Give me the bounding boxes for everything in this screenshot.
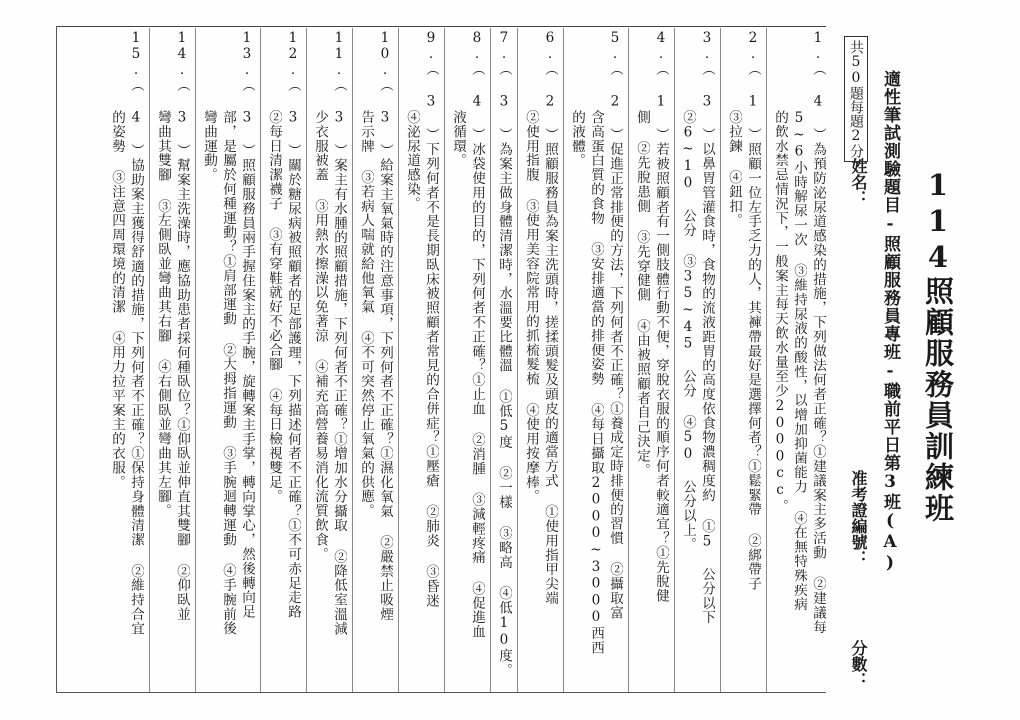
answer-key: （ 1 ） — [653, 62, 669, 143]
question-number: 13. — [239, 30, 255, 78]
question-line — [653, 30, 669, 603]
question-text: ②6~10 公分 ③35~45 公分 ④50 公分以上。 — [680, 110, 696, 552]
question-number: 3. — [699, 30, 715, 62]
question-line — [745, 30, 761, 591]
question-number: 11. — [331, 30, 347, 78]
exam-number-label: 准考證編號： — [849, 470, 868, 566]
answer-key: （ 3 ） — [377, 78, 393, 159]
question-text: 部，是屬於何種運動？①肩部運動 ②大拇指運動 ③手腕迴轉運動 ④手腕前後 — [220, 110, 236, 636]
bottom-rule — [56, 692, 826, 693]
answer-key: （ 1 ） — [745, 62, 761, 143]
question-divider — [260, 28, 261, 692]
question-number: 15. — [128, 30, 144, 78]
answer-key: （ 4 ） — [810, 62, 826, 143]
question-number: 9. — [423, 30, 439, 62]
question-text: 關於糖尿病被照顧者的足部護理，下列描述何者不正確？①不可赤足走路 — [285, 158, 301, 620]
question-line — [404, 110, 420, 211]
question-text: 彎曲其雙腳 ③左側臥並彎曲其右腳 ④右側臥並彎曲其左腳。 — [155, 110, 171, 518]
question-text: 照顧服務員為案主洗頭時，搓揉頭髮及頭皮的適當方式 ①使用指甲尖端 — [542, 142, 558, 606]
question-text: 含高蛋白質的食物 ③安排適當的排便姿勢 ④每日攝取2000~3000西西 — [588, 110, 604, 655]
question-text: ②使用指腹 ③使用美容院常用的抓梳髮梳 ④使用按摩棒。 — [523, 110, 539, 504]
question-divider — [444, 28, 445, 692]
question-line — [772, 110, 788, 513]
question-divider — [490, 28, 491, 692]
question-line — [377, 30, 393, 621]
question-line — [588, 110, 604, 655]
question-text: 協助案主獲得舒適的措施，下列何者不正確？①保持身體清潔 ②維持合宜 — [128, 158, 144, 636]
question-line — [155, 110, 171, 518]
question-divider — [517, 28, 518, 692]
answer-key: （ 2 ） — [542, 62, 558, 143]
question-divider — [306, 28, 307, 692]
question-number: 14. — [174, 30, 190, 78]
question-count-label: 共50題每題2分 — [844, 36, 868, 162]
answer-key: （ 3 ） — [285, 78, 301, 159]
question-number: 2. — [745, 30, 761, 62]
question-line — [331, 30, 347, 636]
question-text: 彎曲運動。 — [201, 110, 217, 182]
question-line — [680, 110, 696, 552]
question-line — [220, 110, 236, 636]
exam-subtitle: 適性筆試測驗題目-照顧服務員專班-職前平日第3班(A) — [880, 70, 900, 574]
question-number: 6. — [542, 30, 558, 62]
question-line — [726, 110, 742, 228]
question-line — [810, 30, 826, 634]
question-divider — [766, 28, 767, 692]
question-divider — [195, 28, 196, 692]
question-text: 下列何者不是長期臥床被照顧者常見的合併症？①壓瘡 ②肺炎 ③昏迷 — [423, 142, 439, 608]
question-text: ③拉鍊 ④鈕扣。 — [726, 110, 742, 228]
question-text: 的液體。 — [569, 110, 585, 168]
answer-key: （ 3 ） — [423, 62, 439, 143]
question-line — [569, 110, 585, 168]
answer-key: （ 2 ） — [607, 62, 623, 143]
question-text: ②每日清潔襪子 ③有穿鞋就好不必合腳 ④每日檢視雙足。 — [266, 110, 282, 504]
question-line — [239, 30, 255, 619]
question-line — [285, 30, 301, 619]
score-label: 分數： — [849, 640, 868, 688]
answer-key: （ 3 ） — [496, 62, 512, 143]
question-line — [699, 30, 715, 625]
question-divider — [720, 28, 721, 692]
question-text: 為預防泌尿道感染的措施，下列做法何者正確？①建議案主多活動 ②建議每 — [810, 142, 826, 635]
question-line — [128, 30, 144, 636]
question-text: 案主有水腫的照顧措施，下列何者不正確？①增加水分攝取 ②降低室溫減 — [331, 158, 347, 636]
question-text: 的姿勢 ③注意四周環境的清潔 ④用力拉平案主的衣服。 — [109, 110, 125, 490]
question-line — [791, 110, 807, 612]
question-line — [174, 30, 190, 621]
question-text: 為案主做身體清潔時，水溫要比體溫 ①低5度 ②一樣 ③略高 ④低10度。 — [496, 142, 512, 678]
question-text: ④泌尿道感染。 — [404, 110, 420, 211]
page-title: 114照顧服務員訓練班 — [921, 168, 955, 524]
answer-key: （ 3 ） — [174, 78, 190, 159]
question-line — [496, 30, 512, 677]
question-text: 的飲水禁忌情況下，一般案主每天飲水量至少2000cc。 — [772, 110, 788, 514]
question-divider — [628, 28, 629, 692]
question-text: 液循環。 — [450, 110, 466, 168]
question-number: 8. — [469, 30, 485, 62]
question-text: 少衣服被蓋 ③用熱水擦澡以免著涼 ④補充高營養易消化流質飲食。 — [312, 110, 328, 562]
answer-key: （ 4 ） — [469, 62, 485, 143]
question-text: 以鼻胃管灌食時，食物的流液距胃的高度依食物濃稠度約 ①5 公分以下 — [699, 142, 715, 625]
answer-key: （ 4 ） — [128, 78, 144, 159]
question-number: 7. — [496, 30, 512, 62]
question-divider — [352, 28, 353, 692]
question-line — [542, 30, 558, 605]
name-label: 姓名： — [849, 158, 868, 206]
question-line — [523, 110, 539, 504]
question-text: 若被照顧者有一側肢體行動不便，穿脫衣服的順序何者較適宜？①先脫健 — [653, 142, 669, 604]
question-text: 側 ②先脫患側 ③先穿健側 ④由被照顧者自己決定。 — [634, 110, 650, 478]
question-line — [450, 110, 466, 168]
question-text: 照顧一位左手乏力的人，其褲帶最好是選擇何者？①鬆緊帶 ②綁帶子 — [745, 142, 761, 592]
question-line — [469, 30, 485, 639]
question-text: 幫案主洗澡時，應協助患者採何種臥位？①仰臥並伸直其雙腳 ②仰臥並 — [174, 158, 190, 622]
question-divider — [398, 28, 399, 692]
question-number: 12. — [285, 30, 301, 78]
question-line — [201, 110, 217, 182]
question-text: 告示牌 ③若病人喘就給他氧氣 ④不可突然停止氧氣的供應。 — [358, 110, 374, 518]
question-line — [312, 110, 328, 561]
question-line — [607, 30, 623, 620]
question-text: 給案主氧氣時的注意事項，下列何者不正確？①濕化氧氣 ②嚴禁止吸煙 — [377, 158, 393, 622]
question-divider — [149, 28, 150, 692]
answer-key: （ 3 ） — [331, 78, 347, 159]
question-line — [423, 30, 439, 608]
question-text: 5~6小時解尿一次 ③維持尿液的酸性，以增加抑菌能力 ④在無特殊疾病 — [791, 110, 807, 612]
question-divider — [674, 28, 675, 692]
top-rule — [56, 26, 826, 27]
question-divider — [563, 28, 564, 692]
answer-key: （ 3 ） — [239, 78, 255, 159]
question-line — [634, 110, 650, 477]
question-number: 10. — [377, 30, 393, 78]
question-line — [358, 110, 374, 518]
question-text: 促進正常排便的方法，下列何者不正確？①養成定時排便的習慣 ②攝取富 — [607, 142, 623, 620]
question-line — [266, 110, 282, 504]
answer-key: （ 3 ） — [699, 62, 715, 143]
question-line — [109, 110, 125, 489]
question-number: 4. — [653, 30, 669, 62]
question-number: 1. — [810, 30, 826, 62]
left-rule — [56, 26, 57, 692]
question-text: 照顧服務員兩手握住案主的手腕，旋轉案主手掌，轉向掌心，然後轉向足 — [239, 158, 255, 620]
question-number: 5. — [607, 30, 623, 62]
question-text: 冰袋使用的目的，下列何者不正確？①止血 ②消腫 ③減輕疼痛 ④促進血 — [469, 142, 485, 640]
